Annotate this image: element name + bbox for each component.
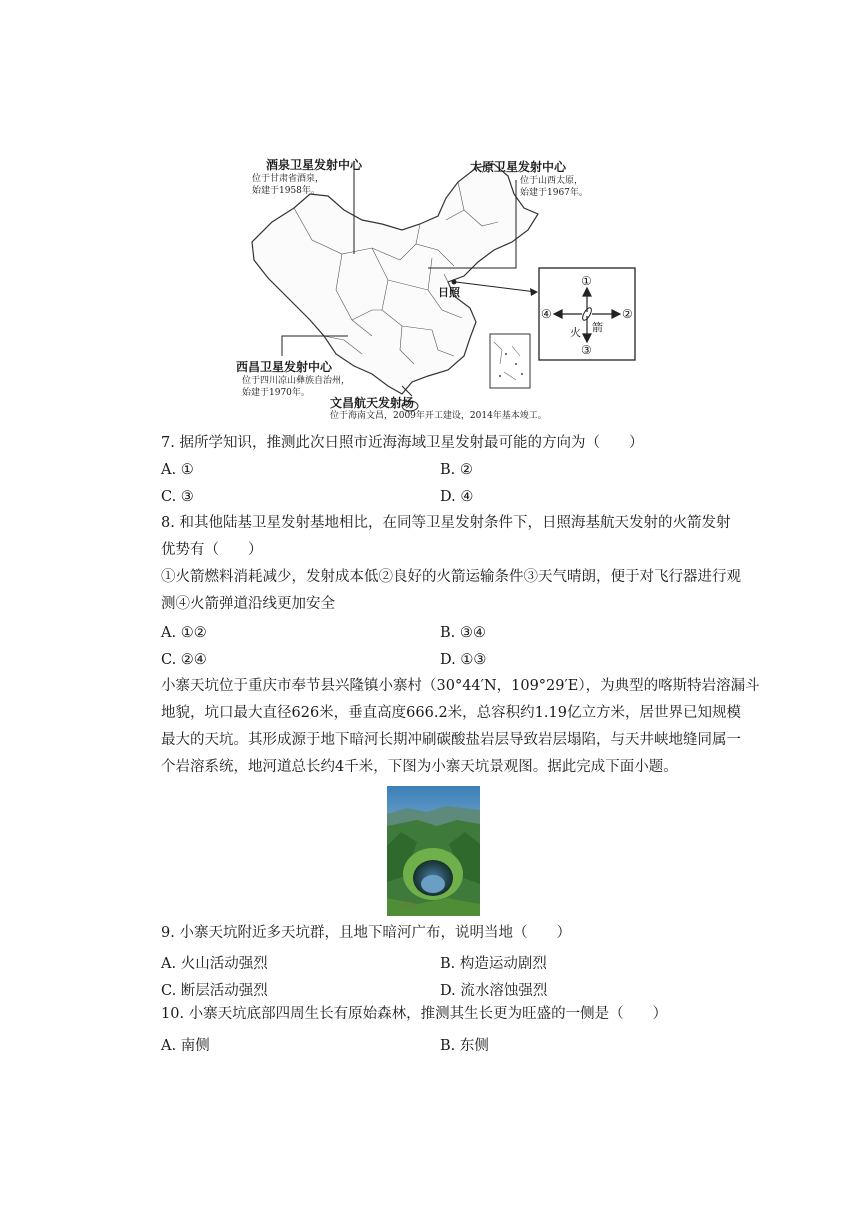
q9-option-d[interactable]: D. 流水溶蚀强烈 — [440, 983, 548, 999]
label-rizhao: 日照 — [438, 286, 460, 299]
q7-option-d[interactable]: D. ④ — [440, 489, 474, 505]
inset-num-4: ④ — [541, 307, 552, 321]
q9-stem: 9. 小寨天坑附近多天坑群，且地下暗河广布，说明当地（ ） — [161, 925, 571, 941]
q8-option-c[interactable]: C. ②④ — [161, 652, 207, 668]
passage-line2: 地貌，坑口最大直径626米，垂直高度666.2米，总容积约1.19亿立方米，居世界已知规模 — [161, 705, 741, 721]
inset-rocket-char1: 火 — [570, 326, 581, 339]
q7-option-a[interactable]: A. ① — [161, 462, 194, 478]
inset-num-1: ① — [581, 274, 592, 288]
q7-option-c[interactable]: C. ③ — [161, 489, 194, 505]
note-jiuquan-2: 始建于1958年。 — [252, 186, 320, 196]
label-jiuquan: 酒泉卫星发射中心 — [266, 158, 363, 172]
q8-option-d[interactable]: D. ①③ — [440, 652, 487, 668]
note-jiuquan-1: 位于甘肃省酒泉， — [252, 174, 325, 184]
q9-option-c[interactable]: C. 断层活动强烈 — [161, 983, 268, 999]
label-xichang: 西昌卫星发射中心 — [236, 360, 333, 374]
q7-stem: 7. 据所学知识，推测此次日照市近海海域卫星发射最可能的方向为（ ） — [161, 435, 644, 451]
note-wenchang: 位于海南文昌，2009年开工建设，2014年基本竣工。 — [330, 411, 547, 421]
label-wenchang: 文昌航天发射场 — [330, 396, 415, 410]
xiaozhai-tiankeng-photo — [387, 786, 480, 916]
q8-stem-line1: 8. 和其他陆基卫星发射基地相比，在同等卫星发射条件下，日照海基航天发射的火箭发射 — [161, 515, 731, 531]
label-taiyuan: 太原卫星发射中心 — [470, 160, 567, 174]
note-taiyuan-2: 始建于1967年。 — [520, 188, 588, 198]
q10-stem: 10. 小寨天坑底部四周生长有原始森林，推测其生长更为旺盛的一侧是（ ） — [161, 1006, 668, 1022]
inset-rocket-char2: 箭 — [592, 321, 603, 334]
passage-line4: 个岩溶系统，地河道总长约4千米，下图为小寨天坑景观图。据此完成下面小题。 — [161, 759, 678, 775]
q9-option-a[interactable]: A. 火山活动强烈 — [161, 956, 268, 972]
q9-option-b[interactable]: B. 构造运动剧烈 — [440, 956, 547, 972]
q10-option-a[interactable]: A. 南侧 — [161, 1038, 210, 1054]
q8-option-a[interactable]: A. ①② — [161, 625, 207, 641]
q8-stem-line2: 优势有（ ） — [161, 542, 263, 558]
note-taiyuan-1: 位于山西太原， — [520, 176, 584, 186]
south-china-sea-inset — [490, 334, 530, 388]
launch-sites-map-figure — [232, 150, 642, 425]
inset-num-2: ② — [622, 307, 633, 321]
q8-option-b[interactable]: B. ③④ — [440, 625, 486, 641]
note-xichang-2: 始建于1970年。 — [242, 388, 310, 398]
q10-option-b[interactable]: B. 东侧 — [440, 1038, 489, 1054]
passage-line3: 最大的天坑。其形成源于地下暗河长期冲刷碳酸盐岩层导致岩层塌陷，与天井峡地缝同属一 — [161, 732, 741, 748]
note-xichang-1: 位于四川凉山彝族自治州， — [242, 376, 351, 386]
inset-num-3: ③ — [581, 343, 592, 357]
passage-line1: 小寨天坑位于重庆市奉节县兴隆镇小寨村（30°44′N，109°29′E），为典型的喀斯特岩溶漏斗 — [161, 678, 760, 694]
q8-items-line2: 测④火箭弹道沿线更加安全 — [161, 596, 335, 612]
q8-items-line1: ①火箭燃料消耗减少，发射成本低②良好的火箭运输条件③天气晴朗，便于对飞行器进行观 — [161, 569, 741, 585]
q7-option-b[interactable]: B. ② — [440, 462, 473, 478]
